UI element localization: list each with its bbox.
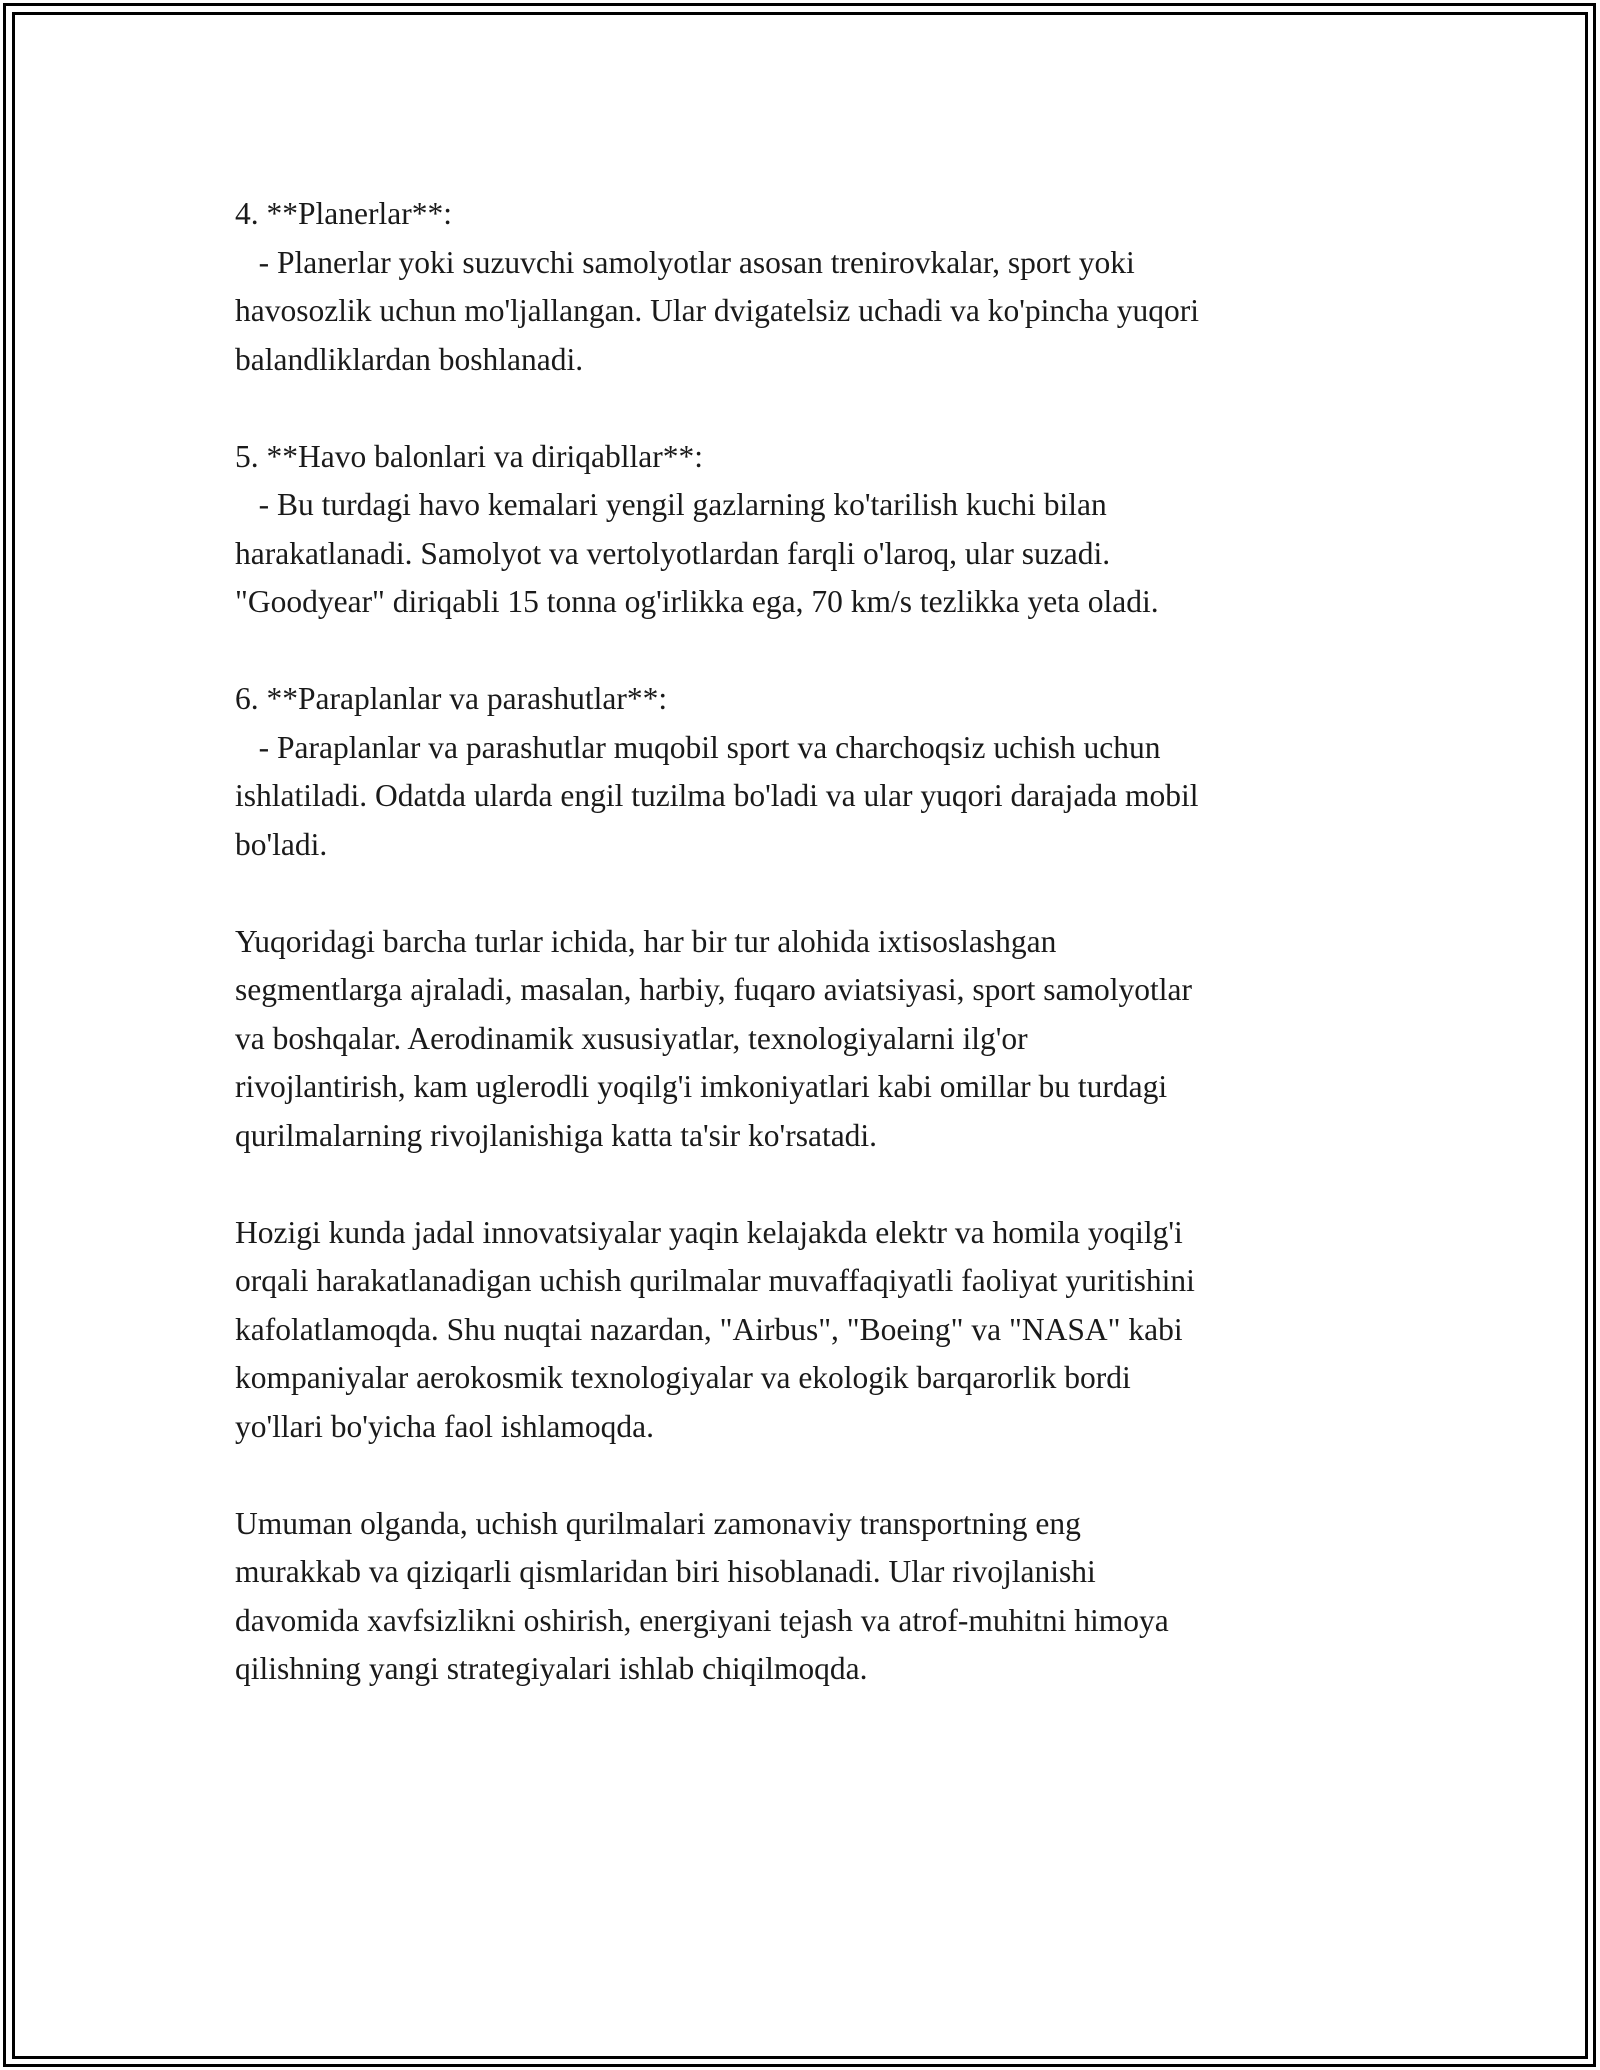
- text-line: 6. **Paraplanlar va parashutlar**:: [235, 681, 668, 716]
- text-line: 4. **Planerlar**:: [235, 196, 452, 231]
- text-line: harakatlanadi. Samolyot va vertolyotlardan farqli o'laroq, ular suzadi.: [235, 535, 1111, 571]
- text-line: ishlatiladi. Odatda ularda engil tuzilma bo'ladi va ular yuqori darajada mobil: [235, 778, 1199, 813]
- document-body: [235, 190, 1375, 1742]
- text-line: qurilmalarning rivojlanishiga katta ta'sir ko'rsatadi.: [235, 1117, 878, 1153]
- text-line: bo'ladi.: [235, 826, 328, 862]
- paragraph-hozigi-kunda: [235, 1209, 1375, 1452]
- text-line: Hozigi kunda jadal innovatsiyalar yaqin kelajakda elektr va homila yoqilg'i: [235, 1214, 1183, 1250]
- text-line: va boshqalar. Aerodinamik xususiyatlar, texnologiyalarni ilg'or: [235, 1020, 1028, 1056]
- text-line: murakkab va qiziqarli qismlaridan biri hisoblanadi. Ular rivojlanishi: [235, 1554, 1096, 1589]
- text-line: "Goodyear" diriqabli 15 tonna og'irlikka ega, 70 km/s tezlikka yeta oladi.: [235, 584, 1159, 619]
- text-line: kompaniyalar aerokosmik texnologiyalar va ekologik barqarorlik bordi: [235, 1360, 1131, 1395]
- text-line: Umuman olganda, uchish qurilmalari zamonaviy transportning eng: [235, 1505, 1081, 1541]
- text-line: segmentlarga ajraladi, masalan, harbiy, fuqaro aviatsiyasi, sport samolyotlar: [235, 972, 1192, 1007]
- text-line: Yuqoridagi barcha turlar ichida, har bir tur alohida ixtisoslashgan: [235, 923, 1057, 959]
- text-line: 5. **Havo balonlari va diriqabllar**:: [235, 438, 703, 474]
- text-line: - Bu turdagi havo kemalari yengil gazlarning ko'tarilish kuchi bilan: [235, 487, 1107, 522]
- text-line: balandliklardan boshlanadi.: [235, 341, 584, 377]
- text-line: - Planerlar yoki suzuvchi samolyotlar asosan trenirovkalar, sport yoki: [235, 244, 1135, 280]
- text-line: davomida xavfsizlikni oshirish, energiyani tejash va atrof-muhitni himoya: [235, 1602, 1169, 1638]
- text-line: - Paraplanlar va parashutlar muqobil sport va charchoqsiz uchish uchun: [235, 729, 1161, 765]
- text-line: rivojlantirish, kam uglerodli yoqilg'i imkoniyatlari kabi omillar bu turdagi: [235, 1069, 1168, 1104]
- text-line: havosozlik uchun mo'ljallangan. Ular dvigatelsiz uchadi va ko'pincha yuqori: [235, 293, 1199, 328]
- paragraph-paraplanlar: [235, 675, 1375, 869]
- paragraph-yuqoridagi: [235, 918, 1375, 1161]
- text-line: kafolatlamoqda. Shu nuqtai nazardan, "Airbus", "Boeing" va "NASA" kabi: [235, 1311, 1183, 1347]
- paragraph-havo-balonlari: [235, 433, 1375, 627]
- text-line: qilishning yangi strategiyalari ishlab chiqilmoqda.: [235, 1651, 868, 1686]
- text-line: orqali harakatlanadigan uchish qurilmalar muvaffaqiyatli faoliyat yuritishini: [235, 1263, 1195, 1298]
- paragraph-umuman-olganda: [235, 1500, 1375, 1694]
- paragraph-planerlar: [235, 190, 1375, 384]
- text-line: yo'llari bo'yicha faol ishlamoqda.: [235, 1408, 654, 1444]
